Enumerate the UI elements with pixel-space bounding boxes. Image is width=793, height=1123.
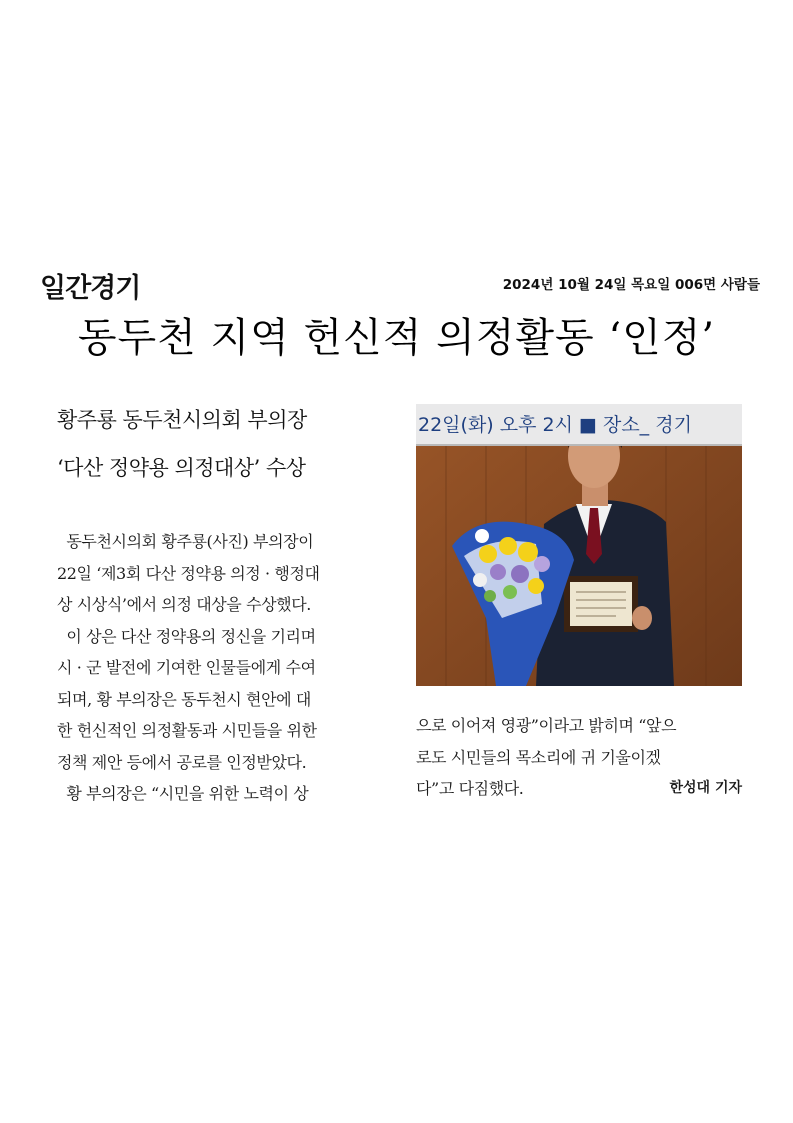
article-body-right xyxy=(416,710,746,805)
body-line: 되며, 황 부의장은 동두천시 현안에 대 xyxy=(57,689,311,709)
body-line: 상 시상식’에서 의정 대상을 수상했다. xyxy=(57,595,311,614)
subhead-2: ‘다산 정약용 의정대상’ 수상 xyxy=(57,456,306,480)
body-line: 한 헌신적인 의정활동과 시민들을 위한 xyxy=(57,721,317,740)
body-line: 동두천시의회 황주룡(사진) 부의장이 xyxy=(57,532,314,551)
closing-line-row xyxy=(416,773,746,805)
body-line: 정책 제안 등에서 공로를 인정받았다. xyxy=(57,752,307,772)
body-line: 다”고 다짐했다. xyxy=(416,779,524,798)
masthead-logo: 일간경기 xyxy=(40,273,141,304)
headline: 동두천 지역 헌신적 의정활동 ‘인정’ xyxy=(77,315,716,361)
article-photo xyxy=(416,404,742,686)
body-line: 으로 이어져 영광”이라고 밝히며 “앞으 xyxy=(416,716,677,735)
body-line: 이 상은 다산 정약용의 정신을 기리며 xyxy=(57,626,316,646)
photo-illustration xyxy=(416,404,742,686)
dateline: 2024년 10월 24일 목요일 006면 사람들 xyxy=(502,277,760,293)
body-line: 22일 ‘제3회 다산 정약용 의정 · 행정대 xyxy=(57,563,320,583)
body-line: 황 부의장은 “시민을 위한 노력이 상 xyxy=(57,784,309,803)
subhead-1: 황주룡 동두천시의회 부의장 xyxy=(57,408,307,432)
body-line: 시 · 군 발전에 기여한 인물들에게 수여 xyxy=(57,658,316,677)
byline: 한성대 기자 xyxy=(669,780,742,796)
article-body-left xyxy=(57,526,389,810)
photo-banner-text: 22일(화) 오후 2시 ■ 장소_ 경기 xyxy=(416,404,742,446)
body-line: 로도 시민들의 목소리에 귀 기울이겠 xyxy=(416,747,661,767)
